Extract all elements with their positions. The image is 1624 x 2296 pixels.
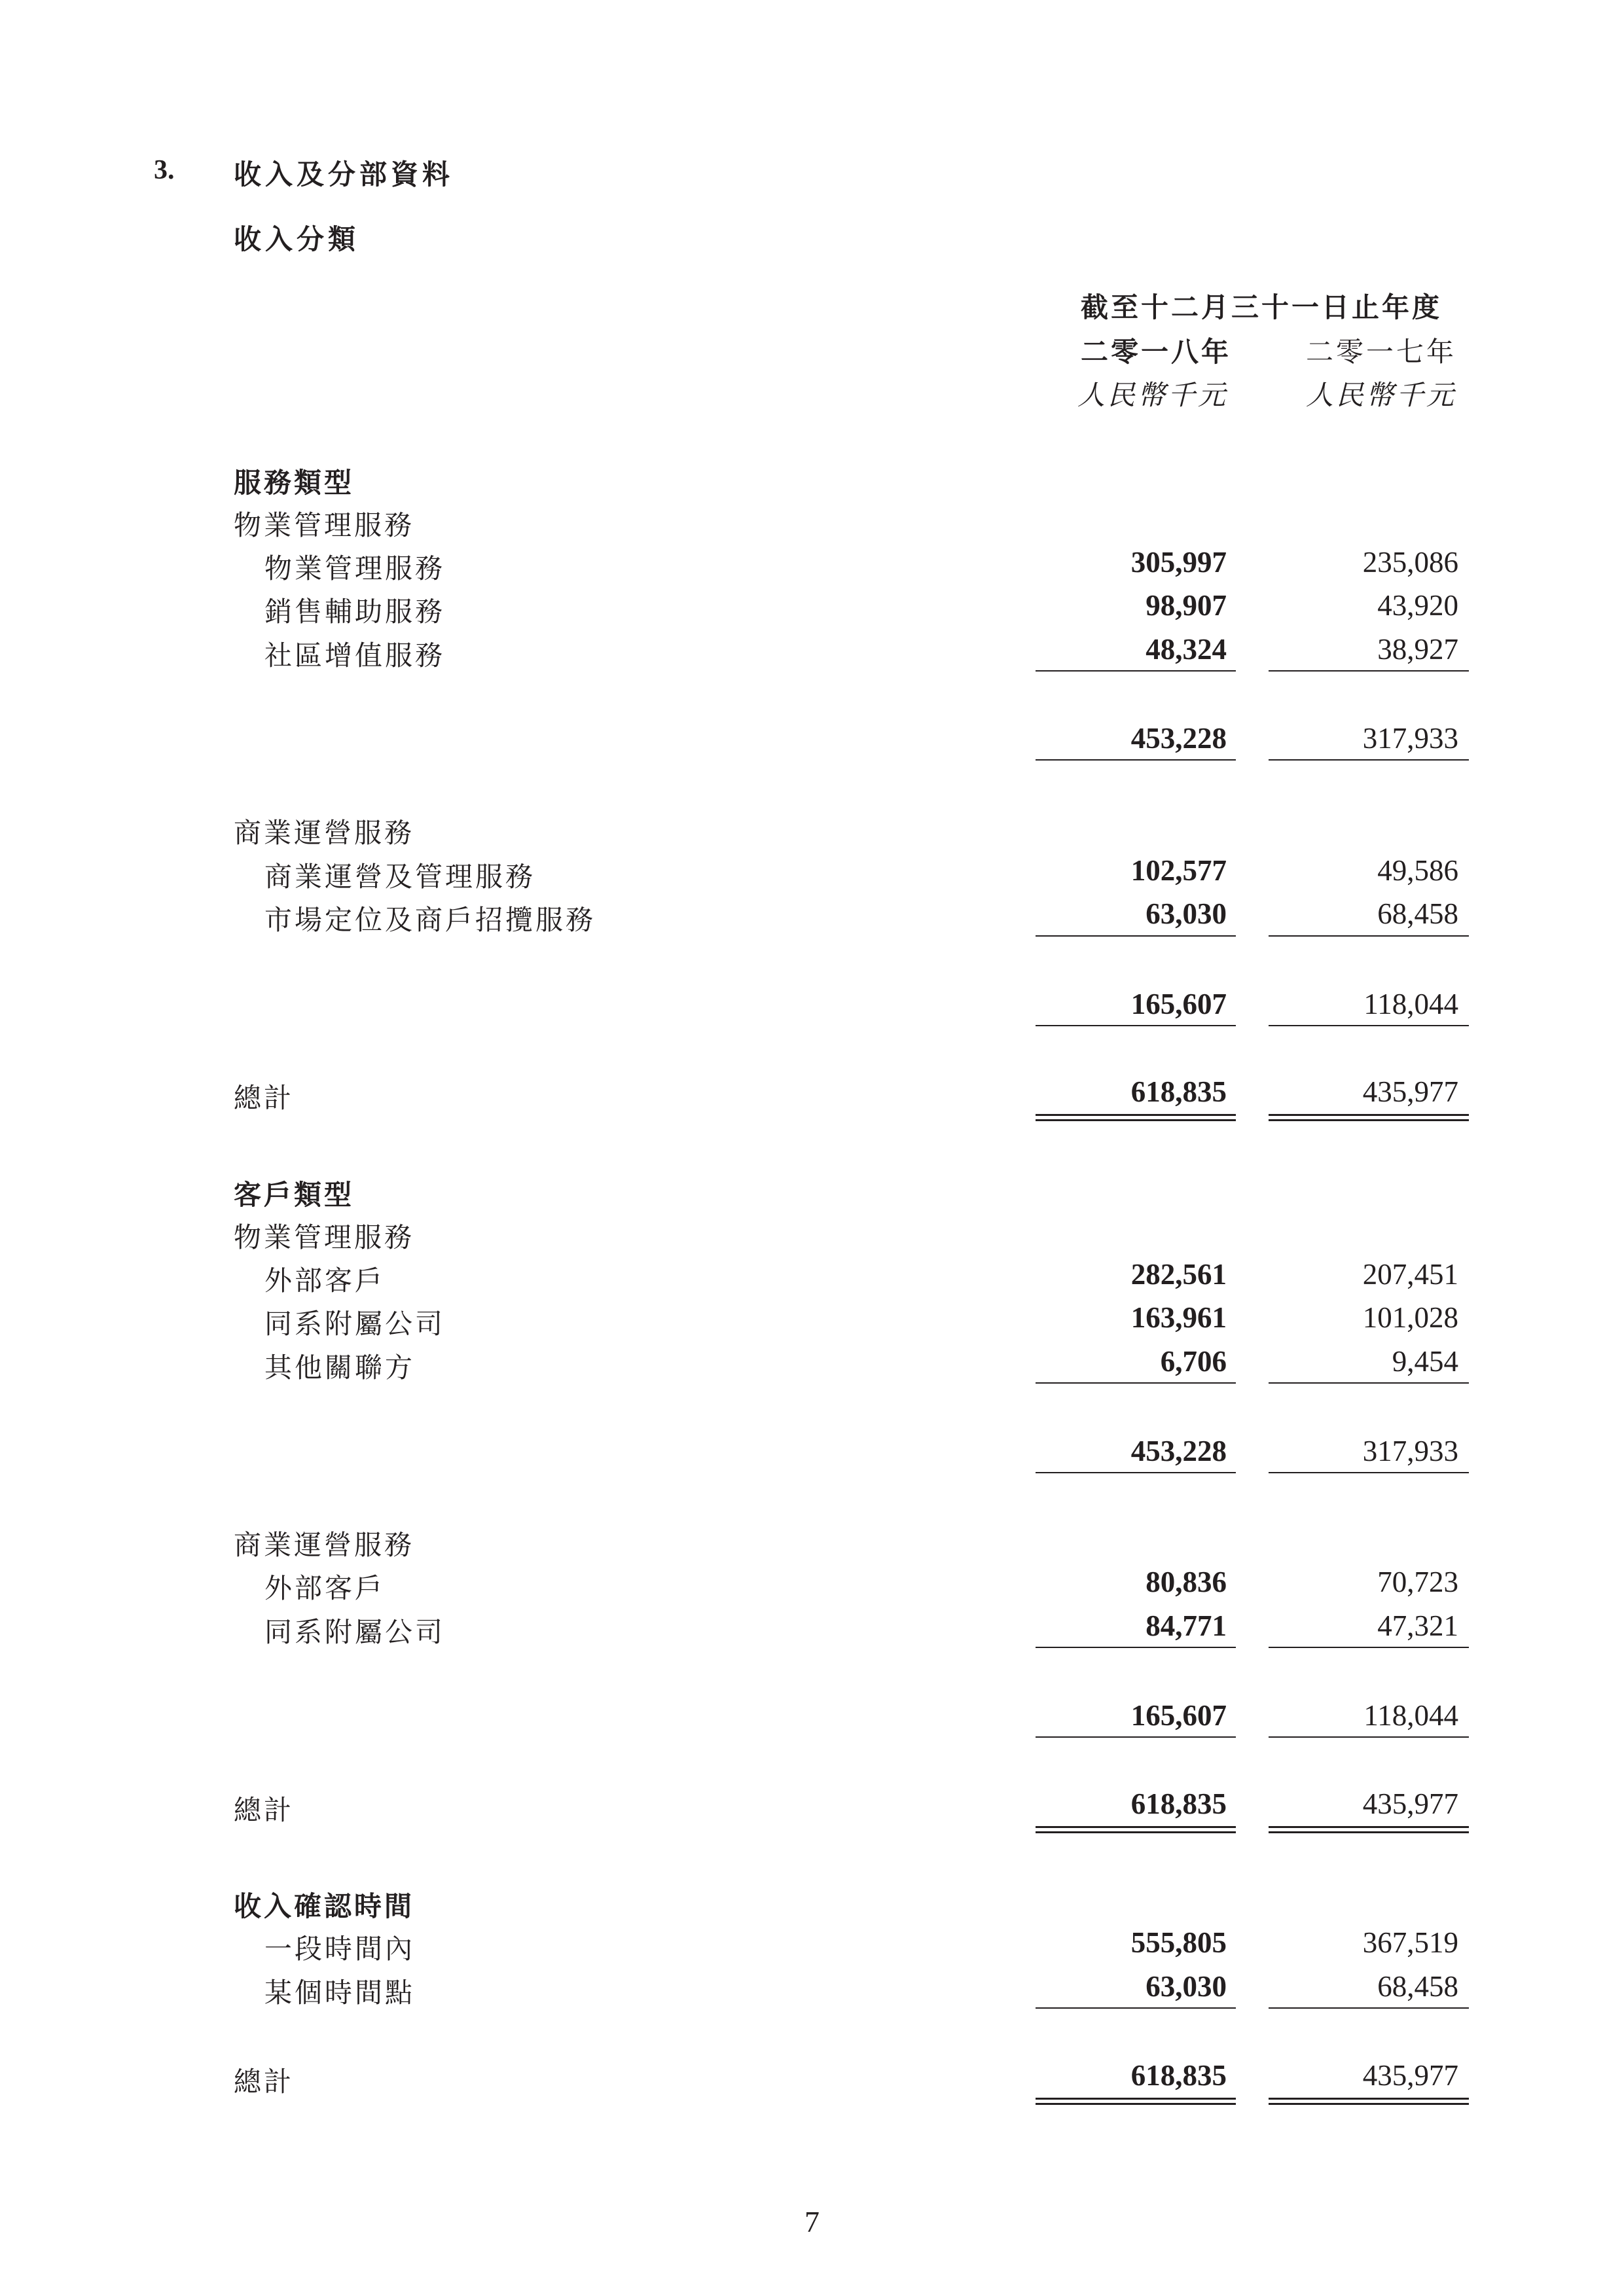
section-number: 3. bbox=[154, 155, 175, 185]
row-label: 商業運營及管理服務 bbox=[264, 861, 536, 893]
double-rule bbox=[1036, 2098, 1236, 2105]
value-2018: 98,907 bbox=[1146, 589, 1227, 622]
subtotal-2017: 118,044 bbox=[1363, 988, 1458, 1020]
column-header-period: 截至十二月三十一日止年度 bbox=[1080, 291, 1442, 323]
double-rule bbox=[1269, 1114, 1469, 1121]
value-2018: 80,836 bbox=[1146, 1566, 1227, 1598]
rule bbox=[1269, 1382, 1469, 1384]
value-2018: 63,030 bbox=[1146, 897, 1227, 930]
group-label: 商業運營服務 bbox=[234, 817, 415, 849]
value-2018: 6,706 bbox=[1160, 1345, 1227, 1378]
value-2017: 47,321 bbox=[1377, 1609, 1458, 1642]
subtotal-2018: 165,607 bbox=[1130, 988, 1227, 1020]
double-rule bbox=[1036, 1114, 1236, 1121]
row-label: 其他關聯方 bbox=[264, 1352, 416, 1384]
total-2018: 618,835 bbox=[1130, 2059, 1227, 2092]
row-label: 某個時間點 bbox=[264, 1977, 416, 2009]
value-2017: 49,586 bbox=[1377, 854, 1458, 887]
rule bbox=[1269, 670, 1469, 672]
value-2018: 305,997 bbox=[1130, 546, 1227, 579]
rule bbox=[1036, 1025, 1236, 1026]
subtotal-2017: 317,933 bbox=[1362, 722, 1458, 755]
heading-service-type: 服務類型 bbox=[234, 467, 355, 499]
row-label: 市場定位及商戶招攬服務 bbox=[264, 904, 596, 936]
total-2017: 435,977 bbox=[1362, 1075, 1458, 1108]
subtotal-2017: 118,044 bbox=[1363, 1699, 1458, 1732]
rule bbox=[1269, 1025, 1469, 1026]
value-2017: 9,454 bbox=[1392, 1345, 1458, 1378]
total-2018: 618,835 bbox=[1130, 1075, 1227, 1108]
rule bbox=[1269, 1736, 1469, 1738]
total-2017: 435,977 bbox=[1362, 1787, 1458, 1820]
value-2018: 48,324 bbox=[1146, 633, 1227, 666]
group-label: 物業管理服務 bbox=[234, 509, 415, 541]
total-label: 總計 bbox=[234, 1082, 295, 1114]
value-2018: 63,030 bbox=[1146, 1970, 1227, 2003]
group-label: 物業管理服務 bbox=[234, 1221, 415, 1253]
column-header-2017: 二零一七年 bbox=[1305, 336, 1456, 368]
rule bbox=[1036, 1382, 1236, 1384]
rule bbox=[1036, 670, 1236, 672]
column-header-2018: 二零一八年 bbox=[1080, 336, 1231, 368]
total-label: 總計 bbox=[234, 1794, 295, 1826]
row-label: 物業管理服務 bbox=[264, 552, 446, 584]
subtotal-2018: 165,607 bbox=[1130, 1699, 1227, 1732]
double-rule bbox=[1036, 1826, 1236, 1833]
rule bbox=[1036, 2007, 1236, 2009]
rule bbox=[1036, 759, 1236, 761]
value-2017: 367,519 bbox=[1362, 1926, 1458, 1959]
rule bbox=[1036, 1472, 1236, 1473]
row-label: 同系附屬公司 bbox=[264, 1616, 446, 1648]
value-2018: 84,771 bbox=[1146, 1609, 1227, 1642]
total-2018: 618,835 bbox=[1130, 1787, 1227, 1820]
row-label: 銷售輔助服務 bbox=[264, 596, 446, 628]
rule bbox=[1036, 1736, 1236, 1738]
section-title: 收入及分部資料 bbox=[234, 158, 454, 190]
heading-customer-type: 客戶類型 bbox=[234, 1179, 355, 1211]
value-2017: 101,028 bbox=[1362, 1301, 1458, 1334]
total-label: 總計 bbox=[234, 2066, 295, 2098]
value-2018: 163,961 bbox=[1130, 1301, 1227, 1334]
rule bbox=[1269, 935, 1469, 937]
row-label: 社區增值服務 bbox=[264, 639, 446, 672]
page-number: 7 bbox=[804, 2205, 820, 2238]
rule bbox=[1036, 1647, 1236, 1648]
value-2017: 38,927 bbox=[1377, 633, 1458, 666]
section-subtitle: 收入分類 bbox=[234, 223, 360, 255]
value-2018: 555,805 bbox=[1130, 1926, 1227, 1959]
total-2017: 435,977 bbox=[1362, 2059, 1458, 2092]
row-label: 外部客戶 bbox=[264, 1572, 386, 1604]
column-unit-2018: 人民幣千元 bbox=[1077, 379, 1228, 411]
rule bbox=[1269, 2007, 1469, 2009]
double-rule bbox=[1269, 1826, 1469, 1833]
rule bbox=[1269, 1472, 1469, 1473]
group-label: 商業運營服務 bbox=[234, 1529, 415, 1561]
row-label: 外部客戶 bbox=[264, 1265, 386, 1297]
row-label: 一段時間內 bbox=[264, 1933, 416, 1965]
subtotal-2018: 453,228 bbox=[1130, 1435, 1227, 1467]
value-2017: 70,723 bbox=[1377, 1566, 1458, 1598]
subtotal-2018: 453,228 bbox=[1130, 722, 1227, 755]
value-2018: 282,561 bbox=[1130, 1258, 1227, 1291]
column-unit-2017: 人民幣千元 bbox=[1305, 379, 1456, 411]
value-2017: 235,086 bbox=[1362, 546, 1458, 579]
rule bbox=[1269, 1647, 1469, 1648]
rule bbox=[1269, 759, 1469, 761]
value-2017: 207,451 bbox=[1362, 1258, 1458, 1291]
value-2017: 43,920 bbox=[1377, 589, 1458, 622]
value-2018: 102,577 bbox=[1130, 854, 1227, 887]
value-2017: 68,458 bbox=[1377, 897, 1458, 930]
row-label: 同系附屬公司 bbox=[264, 1308, 446, 1340]
heading-revenue-timing: 收入確認時間 bbox=[234, 1890, 415, 1922]
value-2017: 68,458 bbox=[1377, 1970, 1458, 2003]
rule bbox=[1036, 935, 1236, 937]
double-rule bbox=[1269, 2098, 1469, 2105]
subtotal-2017: 317,933 bbox=[1362, 1435, 1458, 1467]
